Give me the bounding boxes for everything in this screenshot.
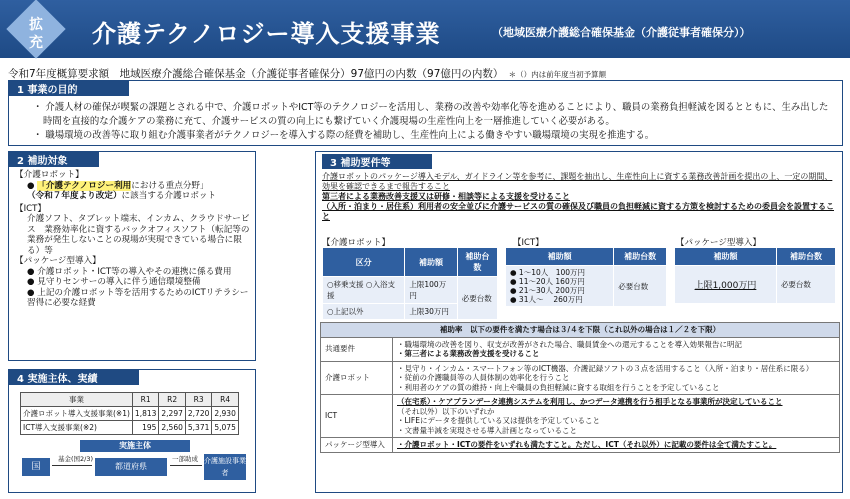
flow-node: 都道府県 — [95, 458, 167, 476]
section-targets: 2 補助対象 【介護ロボット】 ● 「介護テクノロジー利用における重点分野」 （令和７年度より改定）に該当する介護ロボット 【ICT】 介護ソフト、タブレット端末、インカム、クラウドサービス 業務効率化に資するバックオフィスソフト（転記等の業務が発生しないことの現場が実現できている場合に限る）等 【パッケージ型導入】 ● 介護ロボット・ICT等の導入やその連携に係る費用 ● 見守りセンサーの導入に伴う通信環境整備 ● 上記の介護ロボット等を活用するためのICTリテラシー習得に必要な経費 — [8, 151, 256, 361]
text: に該当する介護ロボット — [121, 191, 217, 201]
intro-text: （入所・泊まり・居住系）利用者の安全並びに介護サービスの質の確保及び職員の負担軽減に資する方策を検討するための委員会を設置すること — [322, 202, 834, 221]
results-table — [20, 392, 239, 435]
table-row — [321, 395, 840, 438]
list-item: ● 介護ロボット・ICT等の導入やその連携に係る費用 — [27, 266, 232, 277]
text: （令和７年度より改定） — [27, 191, 122, 201]
expansion-badge — [12, 4, 60, 54]
pkg-table — [674, 247, 836, 304]
ict-table — [505, 247, 667, 307]
section-purpose — [8, 80, 843, 146]
purpose-bullet: ・ 職場環境の改善等に取り組む介護事業者がテクノロジーを導入する際の経費を補助し、生産性向上による働きやすい職場環境の実現を推進する。 — [33, 130, 655, 141]
robot-label: 【介護ロボット】 — [322, 238, 391, 248]
req-text: ・介護ロボット・ICTの要件をいずれも満たすこと。ただし、ICT（それ以外）に記載の要件は全て満たすこと。 — [393, 438, 840, 453]
ict-heading: 【ICT】 — [15, 203, 46, 214]
col-header: 補助額 — [405, 248, 457, 277]
cell: 上限1,000万円 — [675, 266, 777, 304]
col-header: 補助額 — [675, 248, 777, 266]
col-header: R4 — [212, 393, 238, 407]
table-row — [321, 337, 840, 361]
flow-arrow-label: 一部助成 — [172, 455, 198, 463]
cell: 上限30万円 — [405, 304, 457, 320]
pkg-heading: 【パッケージ型導入】 — [15, 256, 101, 266]
col-header: R3 — [185, 393, 211, 407]
req-header: 補助率 以下の要件を満たす場合は３/４を下限（これ以外の場合は１／２を下限） — [321, 323, 840, 338]
req-text: ・見守り・インカム・スマートフォン等のICT機器、介護記録ソフトの３点を活用すること（入所・泊まり・居住系に限る） — [397, 363, 814, 373]
req-label: 共通要件 — [321, 337, 393, 361]
budget-line — [8, 66, 606, 81]
budget-note: ＊（）内は前年度当初予算額 — [508, 70, 607, 79]
req-text: （それ以外）以下のいずれか — [397, 406, 495, 416]
text: 見守りセンサーの導入に伴う通信環境整備 — [37, 277, 201, 287]
requirements-table — [320, 322, 840, 453]
cell: 必要台数 — [776, 266, 835, 304]
flow-arrow — [52, 465, 92, 466]
intro-text: 第三者による業務改善支援又は研修・相談等による支援を受けること — [322, 192, 570, 201]
table-row — [321, 361, 840, 395]
cell: 必要台数 — [457, 277, 497, 320]
intro-text: 介護ロボットのパッケージ導入モデル、ガイドライン等を参考に、課題を抽出し、生産性向上に資する業務改善計画を提出の上、一定の期間、効果を確認できるまで報告すること — [322, 172, 833, 191]
cell: ICT導入支援事業(※2) — [21, 421, 133, 435]
cell: 2,930 — [212, 407, 238, 421]
pkg-label: 【パッケージ型導入】 — [676, 238, 761, 248]
col-header: R2 — [159, 393, 185, 407]
col-header: 事業 — [21, 393, 133, 407]
ict-label: 【ICT】 — [513, 238, 544, 248]
req-text: ・従前の介護職員等の人員体制の効率化を行うこと — [397, 373, 570, 382]
req-label: パッケージ型導入 — [321, 438, 393, 453]
header-bar — [0, 0, 850, 58]
flow-node: 国 — [22, 458, 50, 476]
flow-node: 介護施設事業者 — [204, 454, 246, 480]
page-title: 介護テクノロジー導入支援事業 — [92, 20, 441, 48]
cell: 2,720 — [185, 407, 211, 421]
list-item: ● 上記の介護ロボット等を活用するためのICTリテラシー習得に必要な経費 — [27, 287, 249, 308]
ict-row: ● 1～10人 100万円 — [510, 268, 586, 277]
list-item: ● 見守りセンサーの導入に伴う通信環境整備 — [27, 277, 201, 287]
cell: 5,075 — [212, 421, 238, 435]
req-text: ・LIFEにデータを提供している又は提供を予定していること — [397, 416, 600, 425]
cell: 195 — [132, 421, 158, 435]
robot-table — [322, 247, 498, 320]
ict-row: ● 11～20人 160万円 — [510, 277, 585, 286]
text: 上記の介護ロボット等を活用するためのICTリテラシー習得に必要な経費 — [27, 287, 249, 308]
req-text: （在宅系）・ケアプランデータ連携システムを利用し、かつデータ連携を行う相手となる事業所が決定していること — [397, 397, 783, 406]
col-header: 区分 — [323, 248, 405, 277]
ict-desc: 介護ソフト、タブレット端末、インカム、クラウドサービス 業務効率化に資するバックオフィスソフト（転記等の業務が発生しないことの現場が実現できている場合に限る）等 — [27, 214, 250, 256]
cell: ○移乗支援 ○入浴支援 — [323, 277, 405, 304]
ict-row: ● 31人～ 260万円 — [510, 295, 583, 304]
budget-text: 令和7年度概算要求額 地域医療介護総合確保基金（介護従事者確保分）97億円の内数（97億円の内数） — [8, 68, 499, 80]
ict-row: ● 21～30人 200万円 — [510, 286, 585, 295]
cell: 2,560 — [159, 421, 185, 435]
text: 介護ロボット・ICT等の導入やその連携に係る費用 — [37, 266, 232, 277]
req-text: ・文書量半減を実現させる導入計画となっていること — [397, 425, 577, 435]
flow-diagram — [20, 440, 250, 490]
flow-arrow — [170, 465, 202, 466]
badge-bottom-text: 充 — [29, 35, 43, 51]
req-label: 介護ロボット — [321, 361, 393, 395]
col-header: 補助額 — [506, 248, 614, 266]
cell: 上限100万円 — [405, 277, 457, 304]
req-text: ・第三者による業務改善支援を受けること — [397, 349, 540, 358]
col-header: 補助台数 — [614, 248, 667, 266]
cell: ○上記以外 — [323, 304, 405, 320]
page-subtitle: （地域医療介護総合確保基金（介護従事者確保分）） — [492, 26, 751, 39]
col-header: 補助台数 — [776, 248, 835, 266]
cell: 必要台数 — [614, 266, 667, 307]
section-title: 2 補助対象 — [9, 152, 99, 167]
table-row — [21, 421, 239, 435]
text: における重点分野」 — [131, 180, 209, 191]
table-row — [21, 407, 239, 421]
cell: 2,297 — [159, 407, 185, 421]
req-label: ICT — [321, 395, 393, 438]
cell: 5,371 — [185, 421, 211, 435]
col-header: 補助台数 — [457, 248, 497, 277]
req-text: ・職場環境の改善を図り、収支が改善がされた場合、職員賃金への還元することを導入効果報告に明記 — [397, 339, 742, 349]
req-text: ・利用者のケアの質の維持・向上や職員の負担軽減に資する取組を行うことを予定していること — [397, 382, 720, 392]
cell: 1,813 — [132, 407, 158, 421]
flow-title: 実施主体 — [80, 440, 190, 452]
purpose-bullet: ・ 介護人材の確保が喫緊の課題とされる中で、介護ロボットやICT等のテクノロジーを活用し、業務の改善や効率化等を進めることにより、職員の業務負担軽減を図るとともに、生み出した時間を直接的な介護ケアの業務に充て、介護サービスの質の向上にも繋げていく介護現場の生産性向上を一層推進していく必要がある。 — [33, 102, 829, 127]
badge-top-text: 拡 — [29, 17, 43, 33]
flow-arrow-label: 基金(国2/3) — [58, 455, 94, 463]
section-title: 3 補助要件等 — [322, 154, 432, 169]
col-header: R1 — [132, 393, 158, 407]
section-title: 1 事業の目的 — [9, 81, 129, 96]
robot-heading: 【介護ロボット】 — [15, 170, 84, 180]
section-title: 4 実施主体、実績 — [9, 370, 139, 385]
cell: 介護ロボット導入支援事業(※1) — [21, 407, 133, 421]
table-row — [321, 438, 840, 453]
highlight-text: 「介護テクノロジー利用 — [37, 180, 132, 191]
